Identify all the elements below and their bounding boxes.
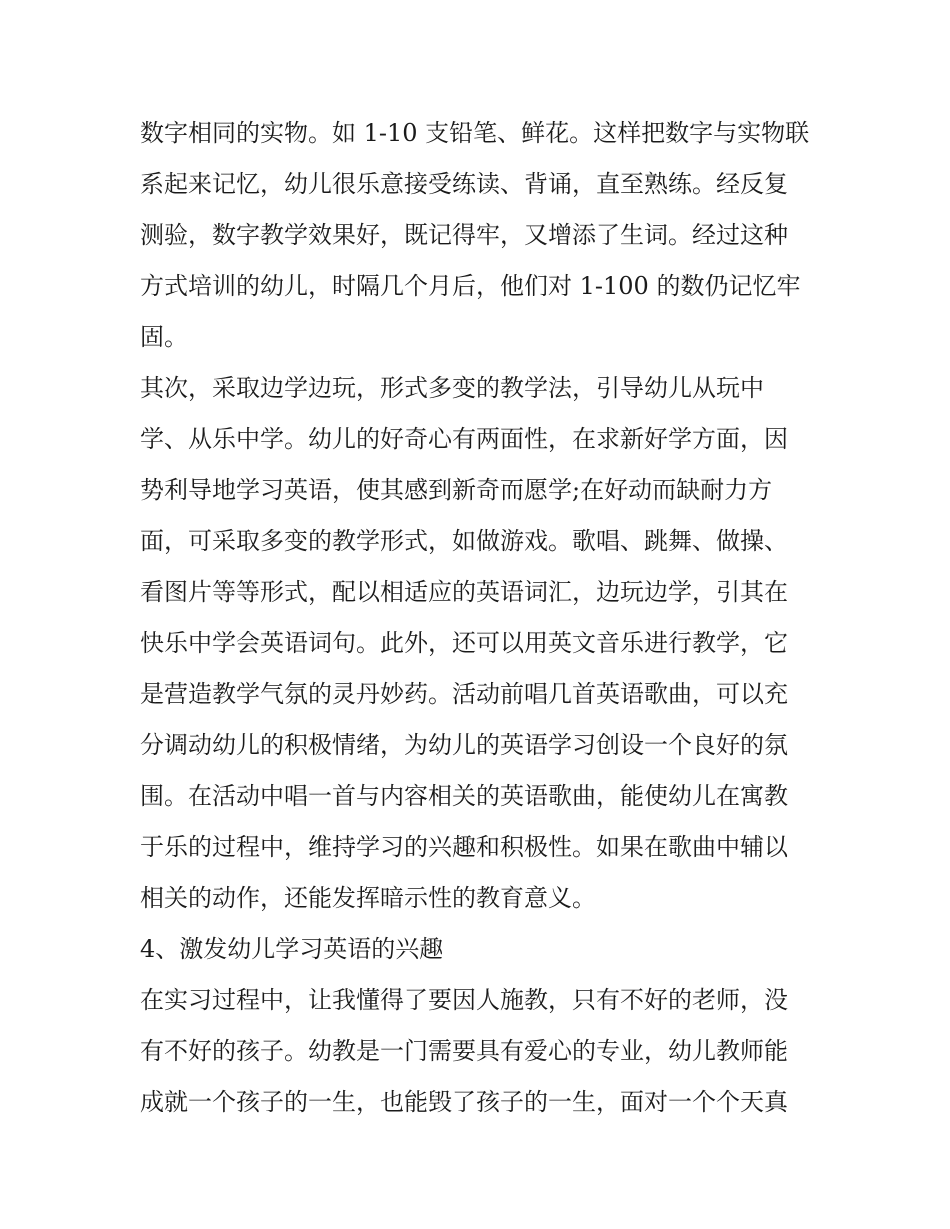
text-line: 学、从乐中学。幼儿的好奇心有两面性，在求新好学方面，因 <box>140 425 788 453</box>
text-line: 看图片等等形式，配以相适应的英语词汇，边玩边学，引其在 <box>140 578 788 606</box>
text-line: 面，可采取多变的教学形式，如做游戏。歌唱、跳舞、做操、 <box>140 527 788 555</box>
section-heading: 4、激发幼儿学习英语的兴趣 <box>140 935 444 963</box>
text-line: 势利导地学习英语，使其感到新奇而愿学;在好动而缺耐力方 <box>140 476 773 504</box>
text-line: 快乐中学会英语词句。此外，还可以用英文音乐进行教学，它 <box>140 629 788 657</box>
text-line: 分调动幼儿的积极情绪，为幼儿的英语学习创设一个良好的氛 <box>140 731 788 759</box>
text-line: 其次，采取边学边玩，形式多变的教学法，引导幼儿从玩中 <box>140 374 764 402</box>
text-line: 相关的动作，还能发挥暗示性的教育意义。 <box>140 884 596 912</box>
text-line: 方式培训的幼儿，时隔几个月后，他们对 1-100 的数仍记忆牢 <box>140 272 801 300</box>
text-line: 成就一个孩子的一生，也能毁了孩子的一生，面对一个个天真 <box>140 1088 788 1116</box>
text-line: 测验，数字教学效果好，既记得牢，又增添了生词。经过这种 <box>140 221 788 249</box>
text-line: 在实习过程中，让我懂得了要因人施教，只有不好的老师，没 <box>140 986 788 1014</box>
text-line: 固。 <box>140 323 188 351</box>
text-line: 围。在活动中唱一首与内容相关的英语歌曲，能使幼儿在寓教 <box>140 782 788 810</box>
text-line: 数字相同的实物。如 1-10 支铅笔、鲜花。这样把数字与实物联 <box>140 119 810 147</box>
text-line: 于乐的过程中，维持学习的兴趣和积极性。如果在歌曲中辅以 <box>140 833 788 861</box>
text-line: 是营造教学气氛的灵丹妙药。活动前唱几首英语歌曲，可以充 <box>140 680 788 708</box>
document-body <box>140 108 820 1128</box>
text-line: 系起来记忆，幼儿很乐意接受练读、背诵，直至熟练。经反复 <box>140 170 788 198</box>
text-line: 有不好的孩子。幼教是一门需要具有爱心的专业，幼儿教师能 <box>140 1037 788 1065</box>
